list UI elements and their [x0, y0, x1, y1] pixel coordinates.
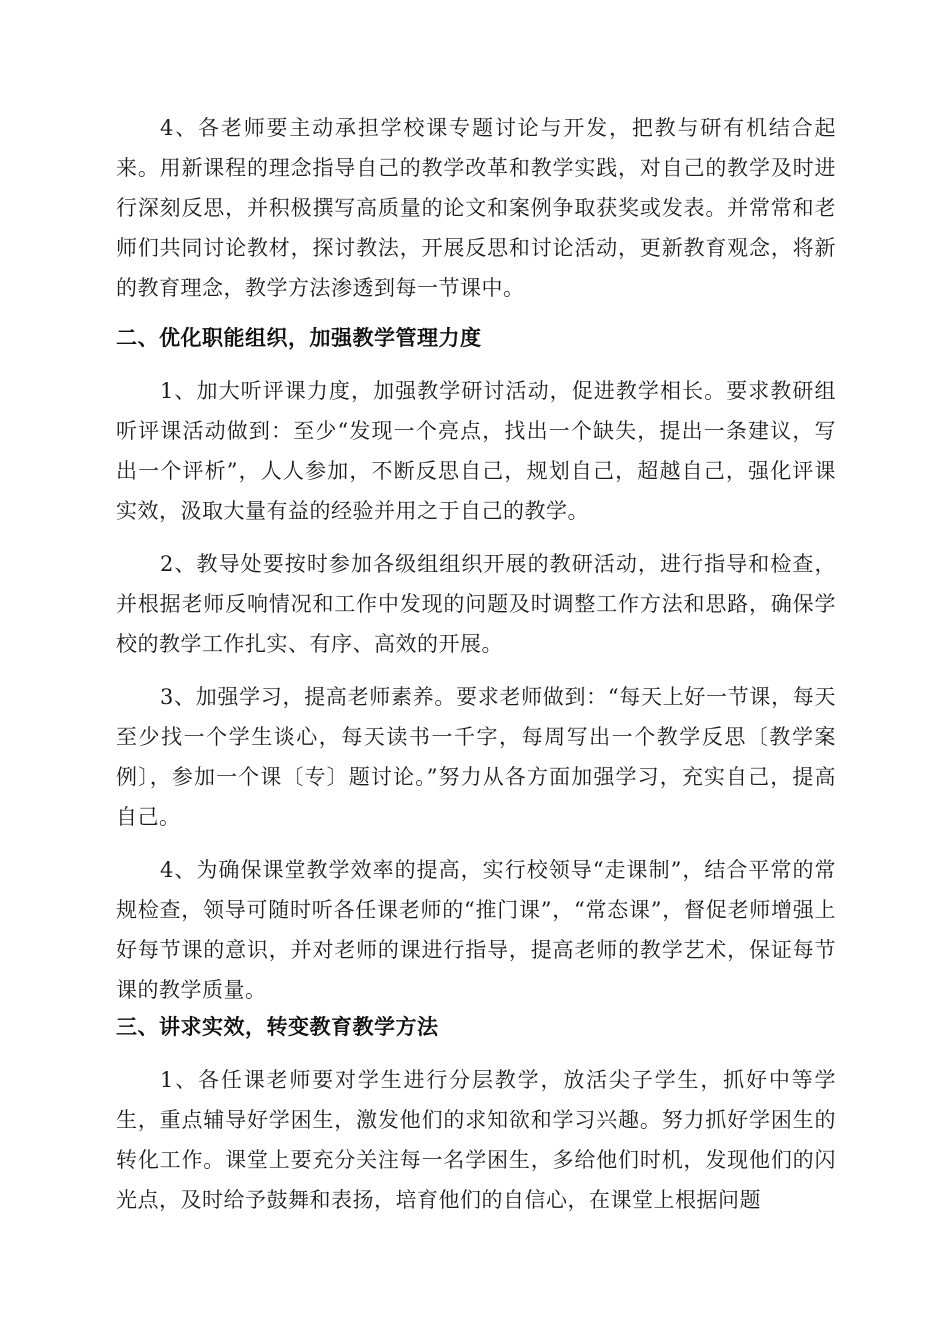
paragraph-text: 4、为确保课堂教学效率的提高，实行校领导“走课制”，结合平常的常规检查，领导可随时听各任课老师的“推门课”，“常态课”，督促老师增强上好每节课的意识，并对老师的课进行指导，提高老师的教学艺术，保证每节课的教学质量。: [116, 858, 836, 1002]
paragraph-text: 4、各老师要主动承担学校课专题讨论与开发，把教与研有机结合起来。用新课程的理念指导自己的教学改革和教学实践，对自己的教学及时进行深刻反思，并积极撰写高质量的论文和案例争取获奖或发表。并常常和老师们共同讨论教材，探讨教法，开展反思和讨论活动，更新教育观念，将新的教育理念，教学方法渗透到每一节课中。: [116, 116, 836, 300]
paragraph-text: 1、加大听评课力度，加强教学研讨活动，促进教学相长。要求教研组听评课活动做到：至少“发现一个亮点，找出一个缺失，提出一条建议，写出一个评析”，人人参加，不断反思自己，规划自己，超越自己，强化评课实效，汲取大量有益的经验并用之于自己的教学。: [116, 379, 836, 523]
paragraph-item-1-lesson-review: [116, 371, 836, 531]
paragraph-item-4-research: [116, 108, 836, 308]
paragraph-text: 3、加强学习，提高老师素养。要求老师做到：“每天上好一节课，每天至少找一个学生谈心，每天读书一千字，每周写出一个教学反思〔教学案例〕，参加一个课〔专〕题讨论。”努力从各方面加强学习，充实自己，提高自己。: [116, 685, 836, 829]
section-heading-3: 三、讲求实效，转变教育教学方法: [116, 1015, 439, 1039]
paragraph-item-4-class-visit: [116, 850, 836, 1010]
paragraph-item-2-guidance: [116, 544, 836, 664]
section-heading-2: 二、优化职能组织，加强教学管理力度: [116, 326, 482, 350]
paragraph-item-3-learning: [116, 677, 836, 837]
paragraph-item-1-tiered-teaching: [116, 1060, 836, 1220]
paragraph-text: 1、各任课老师要对学生进行分层教学，放活尖子学生，抓好中等学生，重点辅导好学困生，激发他们的求知欲和学习兴趣。努力抓好学困生的转化工作。课堂上要充分关注每一名学困生，多给他们时机，发现他们的闪光点，及时给予鼓舞和表扬，培育他们的自信心，在课堂上根据问题: [116, 1068, 836, 1212]
paragraph-text: 2、教导处要按时参加各级组组织开展的教研活动，进行指导和检查，并根据老师反响情况和工作中发现的问题及时调整工作方法和思路，确保学校的教学工作扎实、有序、高效的开展。: [116, 552, 836, 656]
